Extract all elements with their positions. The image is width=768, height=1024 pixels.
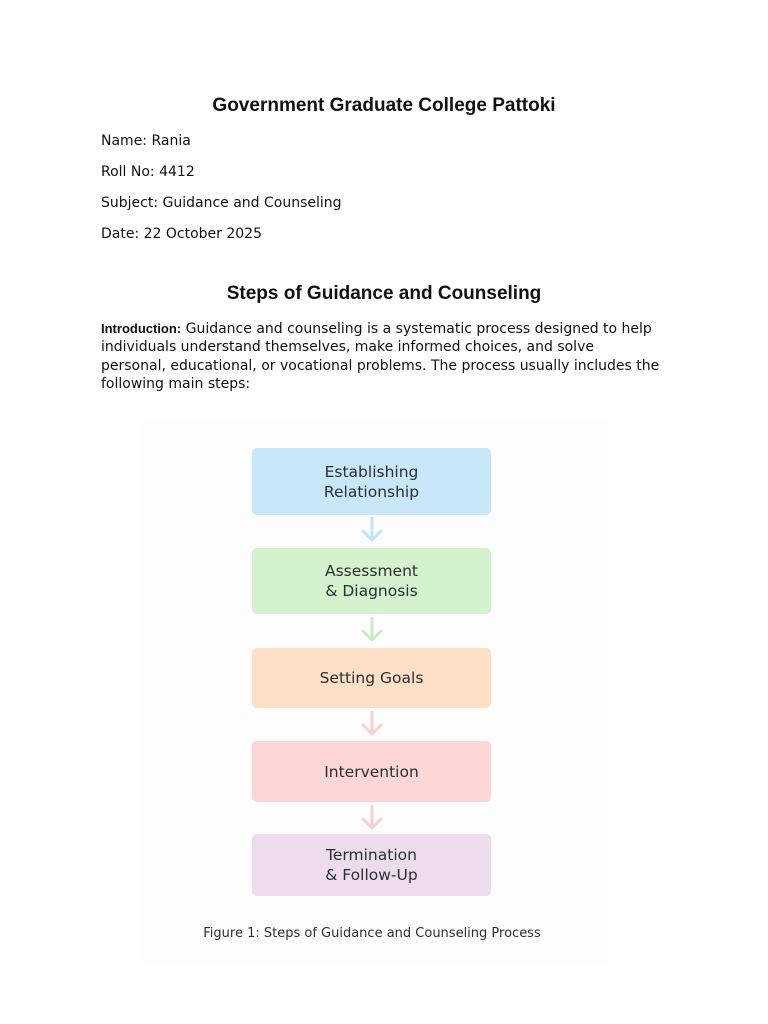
roll-number: Roll No: 4412	[101, 164, 195, 180]
arrow-down-icon	[360, 711, 384, 737]
date: Date: 22 October 2025	[101, 226, 262, 242]
subject: Subject: Guidance and Counseling	[101, 195, 342, 211]
student-name: Name: Rania	[101, 133, 191, 149]
arrow-down-icon	[360, 805, 384, 831]
step-establishing-relationship: Establishing Relationship	[252, 448, 491, 515]
step-assessment-diagnosis: Assessment & Diagnosis	[252, 548, 491, 614]
arrow-down-icon	[360, 617, 384, 643]
introduction-label: Introduction:	[101, 321, 182, 336]
introduction-text: Guidance and counseling is a systematic process designed to help individuals understand themselves, make informed choices, and solve personal, educational, or vocational problems. The process usually includes the following main steps:	[101, 321, 660, 392]
section-title: Steps of Guidance and Counseling	[226, 283, 542, 304]
step-intervention: Intervention	[252, 741, 491, 802]
arrow-down-icon	[360, 517, 384, 543]
figure-caption: Figure 1: Steps of Guidance and Counseling Process	[203, 926, 541, 941]
step-termination-follow-up: Termination & Follow-Up	[252, 834, 491, 896]
step-setting-goals: Setting Goals	[252, 648, 491, 708]
introduction-paragraph	[101, 320, 661, 393]
process-flowchart	[143, 420, 608, 965]
page-title: Government Graduate College Pattoki	[212, 95, 556, 116]
